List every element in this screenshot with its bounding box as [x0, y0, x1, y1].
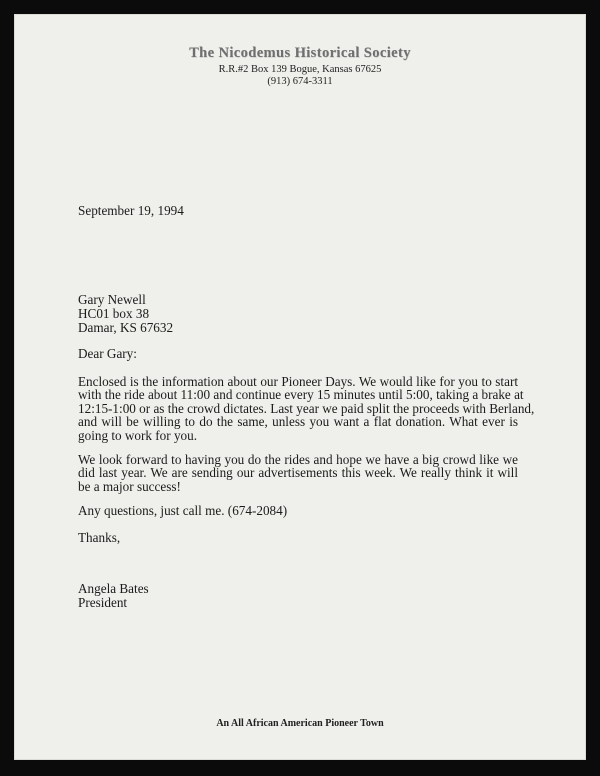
organization-address: R.R.#2 Box 139 Bogue, Kansas 67625 — [218, 64, 382, 75]
body-paragraph-3 — [78, 504, 518, 517]
recipient-city: Damar, KS 67632 — [78, 320, 174, 335]
recipient-block — [78, 293, 173, 335]
paragraph-line: going to work for you. — [78, 427, 198, 443]
paragraph-line: We look forward to having you do the rides and hope we have a big crowd like we — [78, 452, 518, 467]
body-paragraph-2 — [78, 453, 518, 493]
paragraph-line: with the ride about 11:00 and continue every 15 minutes until 5:00, taking a brake at — [78, 387, 524, 403]
organization-phone: (913) 674-3311 — [267, 76, 333, 87]
signer-name: Angela Bates — [78, 581, 149, 596]
closing: Thanks, — [78, 530, 121, 545]
salutation: Dear Gary: — [78, 346, 137, 361]
recipient-street: HC01 box 38 — [78, 306, 150, 321]
paragraph-line: and will be willing to do the same, unless you want a flat donation. What ever is — [78, 414, 518, 430]
paragraph-line: Any questions, just call me. (674-2084) — [78, 503, 288, 518]
recipient-name: Gary Newell — [78, 292, 146, 307]
paragraph-line: Enclosed is the information about our Pioneer Days. We would like for you to start — [78, 374, 518, 389]
signature-block — [78, 582, 149, 610]
paragraph-line: 12:15-1:00 or as the crowd dictates. Last year we paid split the proceeds with Berland, — [78, 400, 535, 416]
letter-footer: An All African American Pioneer Town — [216, 718, 384, 729]
paragraph-line: did last year. We are sending our advertisements this week. We really think it will — [78, 465, 518, 481]
paragraph-line: be a major success! — [78, 478, 181, 494]
letter-page — [14, 14, 586, 760]
signer-title: President — [78, 595, 128, 610]
letter-date: September 19, 1994 — [78, 203, 184, 218]
organization-name: The Nicodemus Historical Society — [189, 45, 411, 61]
body-paragraph-1 — [78, 374, 535, 443]
